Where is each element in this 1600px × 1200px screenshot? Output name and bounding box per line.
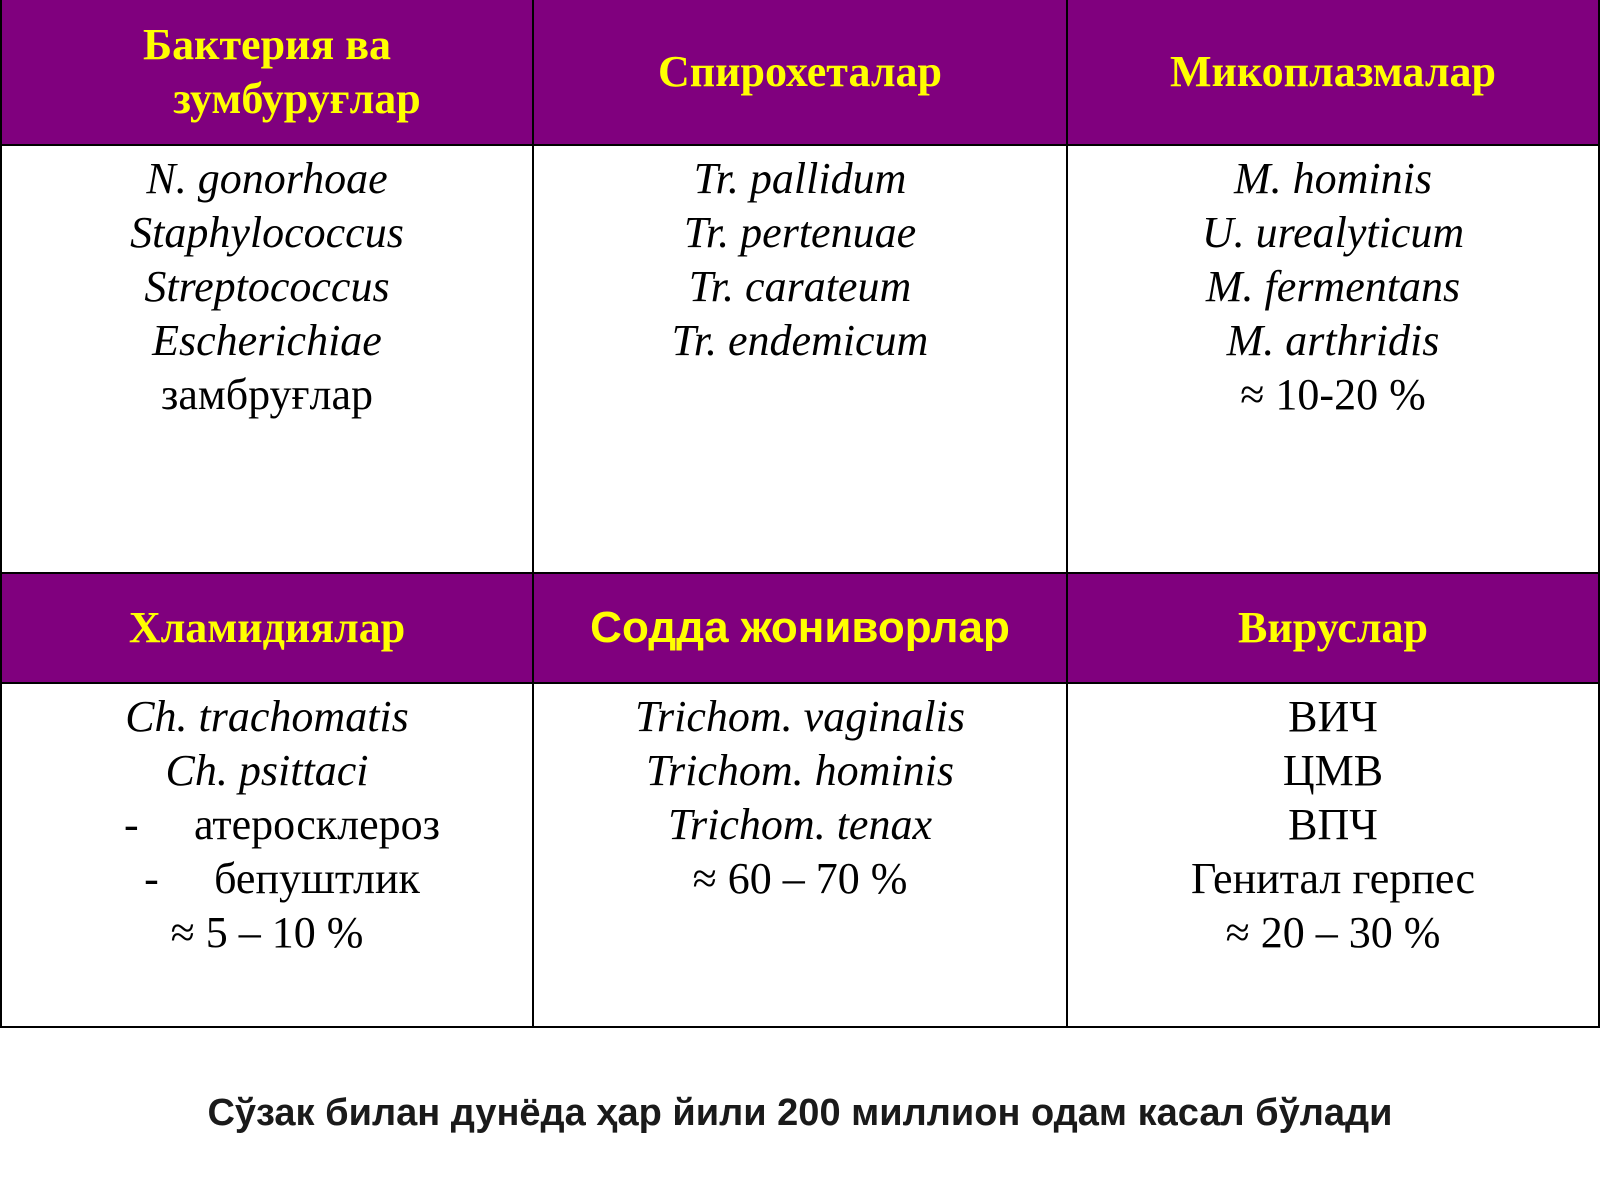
list-item: N. gonorhoae	[146, 154, 388, 203]
header-bacteria-line1: Бактерия ва	[143, 20, 391, 69]
cell-mycoplasmas	[1066, 144, 1600, 574]
list-item: Escherichiae	[152, 316, 382, 365]
cell-protozoa	[532, 682, 1068, 1028]
list-item: Tr. carateum	[688, 262, 912, 311]
header-row-2	[0, 574, 1600, 686]
list-item: Ch. psittaci	[165, 746, 369, 795]
list-item-dash	[2, 798, 532, 852]
header-mycoplasmas: Микоплазмалар	[1066, 0, 1600, 146]
header-chlamydia: Хламидиялар	[0, 572, 534, 684]
list-item: Ch. trachomatis	[125, 692, 409, 741]
list-item: M. fermentans	[1205, 262, 1461, 311]
list-item: Tr. endemicum	[671, 316, 929, 365]
list-item-text: атеросклероз	[193, 800, 441, 849]
cell-viruses	[1066, 682, 1600, 1028]
cell-spirochetes	[532, 144, 1068, 574]
list-item: ЦМВ	[1282, 746, 1384, 795]
header-protozoa: Содда жониворлар	[532, 572, 1068, 684]
percentage-value: ≈ 20 – 30 %	[1225, 908, 1441, 957]
list-item: ВПЧ	[1288, 800, 1378, 849]
list-item: Staphylococcus	[130, 208, 404, 257]
list-item: Trichom. vaginalis	[634, 692, 966, 741]
percentage-value: ≈ 5 – 10 %	[170, 908, 364, 957]
header-viruses: Вируслар	[1066, 572, 1600, 684]
list-item-dash	[2, 852, 532, 906]
list-item: Tr. pertenuae	[683, 208, 917, 257]
list-item: Trichom. hominis	[645, 746, 955, 795]
list-item: M. arthridis	[1226, 316, 1440, 365]
percentage-value: ≈ 10-20 %	[1240, 370, 1426, 419]
list-item: замбруғлар	[160, 370, 374, 419]
list-item: Trichom. tenax	[668, 800, 932, 849]
cell-chlamydia	[0, 682, 534, 1028]
header-bacteria-line2: зумбуруғлар	[173, 74, 421, 123]
header-spirochetes: Спирохеталар	[532, 0, 1068, 146]
header-bacteria-fungi	[0, 0, 534, 146]
list-item: Генитал герпес	[1190, 854, 1476, 903]
body-row-1	[0, 146, 1600, 576]
percentage-value: ≈ 60 – 70 %	[692, 854, 908, 903]
list-item: M. hominis	[1234, 154, 1432, 203]
list-item: Tr. pallidum	[693, 154, 907, 203]
list-item: Streptococcus	[144, 262, 390, 311]
list-item: U. urealyticum	[1201, 208, 1465, 257]
list-item-text: бепуштлик	[214, 854, 420, 903]
footer-caption: Сўзак билан дунёда ҳар йили 200 миллион одам касал бўлади	[207, 1092, 1393, 1134]
dash-bullet: -	[144, 854, 159, 903]
body-row-2	[0, 684, 1600, 1030]
cell-bacteria-fungi	[0, 144, 534, 574]
dash-bullet: -	[123, 800, 139, 849]
header-row-1	[0, 0, 1600, 148]
list-item: ВИЧ	[1288, 692, 1378, 741]
